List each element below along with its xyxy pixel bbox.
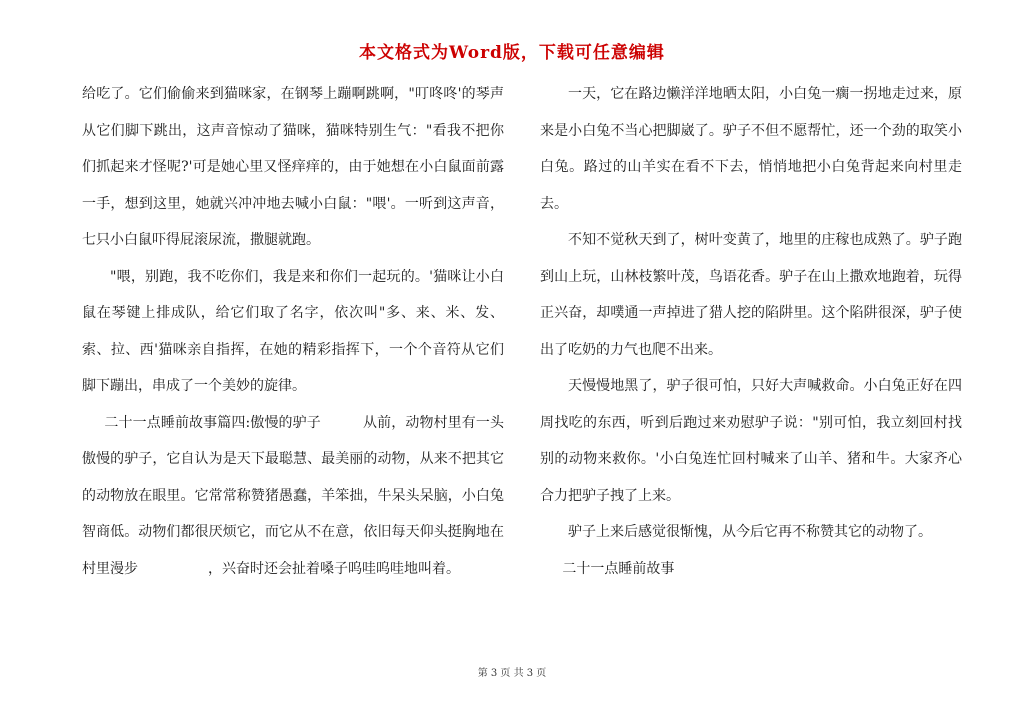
paragraph: 二十一点睡前故事 <box>562 560 675 577</box>
paragraph: 不知不觉秋天到了，树叶变黄了，地里的庄稼也成熟了。驴子跑到山上玩，山林枝繁叶茂，鸟语花香。驴子在山上撒欢地跑着，玩得正兴奋，却噗通一声掉进了猎人挖的陷阱里。这个陷阱很深，驴子使出了吃奶的力气也爬不出来。 <box>540 232 962 358</box>
paragraph: 天慢慢地黑了，驴子很可怕，只好大声喊救命。小白兔正好在四周找吃的东西，听到后跑过来劝慰驴子说："别可怕，我立刻回村找别的动物来救你。'小白兔连忙回村喊来了山羊、猪和牛。大家齐心合力把驴子拽了上来。 <box>540 378 962 504</box>
section-heading: 二十一点睡前故事篇四:傲慢的驴子 <box>104 414 321 431</box>
page-header-title: 本文格式为Word版，下载可任意编辑 <box>359 43 665 63</box>
page-number: 第 3 页 共 3 页 <box>477 668 547 679</box>
paragraph-text: ，兴奋时还会扯着嗓子呜哇呜哇地叫着。 <box>208 560 460 577</box>
left-column <box>82 76 504 587</box>
paragraph <box>82 405 504 588</box>
paragraph: 一天，它在路边懒洋洋地晒太阳，小白兔一瘸一拐地走过来，原来是小白兔不当心把脚崴了。驴子不但不愿帮忙，还一个劲的取笑小白兔。路过的山羊实在看不下去，悄悄地把小白兔背起来向村里走去。 <box>540 86 962 212</box>
paragraph: "喂，别跑，我不吃你们，我是来和你们一起玩的。'猫咪让小白鼠在琴键上排成队，给它们取了名字，依次叫"多、来、米、发、索、拉、西'猫咪亲自指挥，在她的精彩指挥下，一个个音符从它们脚下蹦出，串成了一个美妙的旋律。 <box>82 268 504 394</box>
right-column <box>540 76 962 587</box>
paragraph: 给吃了。它们偷偷来到猫咪家，在钢琴上蹦啊跳啊，"叮咚咚'的琴声从它们脚下跳出，这声音惊动了猫咪，猫咪特别生气："看我不把你们抓起来才怪呢?'可是她心里又怪痒痒的，由于她想在小白鼠面前露一手，想到这里，她就兴冲冲地去喊小白鼠："喂'。一听到这声音，七只小白鼠吓得屁滚尿流，撒腿就跑。 <box>82 86 504 248</box>
paragraph-text: 从前，动物村里有一头傲慢的驴子，它自认为是天下最聪慧、最美丽的动物，从来不把其它的动物放在眼里。它常常称赞猪愚蠢，羊笨拙，牛呆头呆脑，小白兔智商低。动物们都很厌烦它，而它从不在意，依旧每天仰头挺胸地在村里漫步 <box>82 414 505 577</box>
paragraph: 驴子上来后感觉很惭愧，从今后它再不称赞其它的动物了。 <box>568 524 932 540</box>
